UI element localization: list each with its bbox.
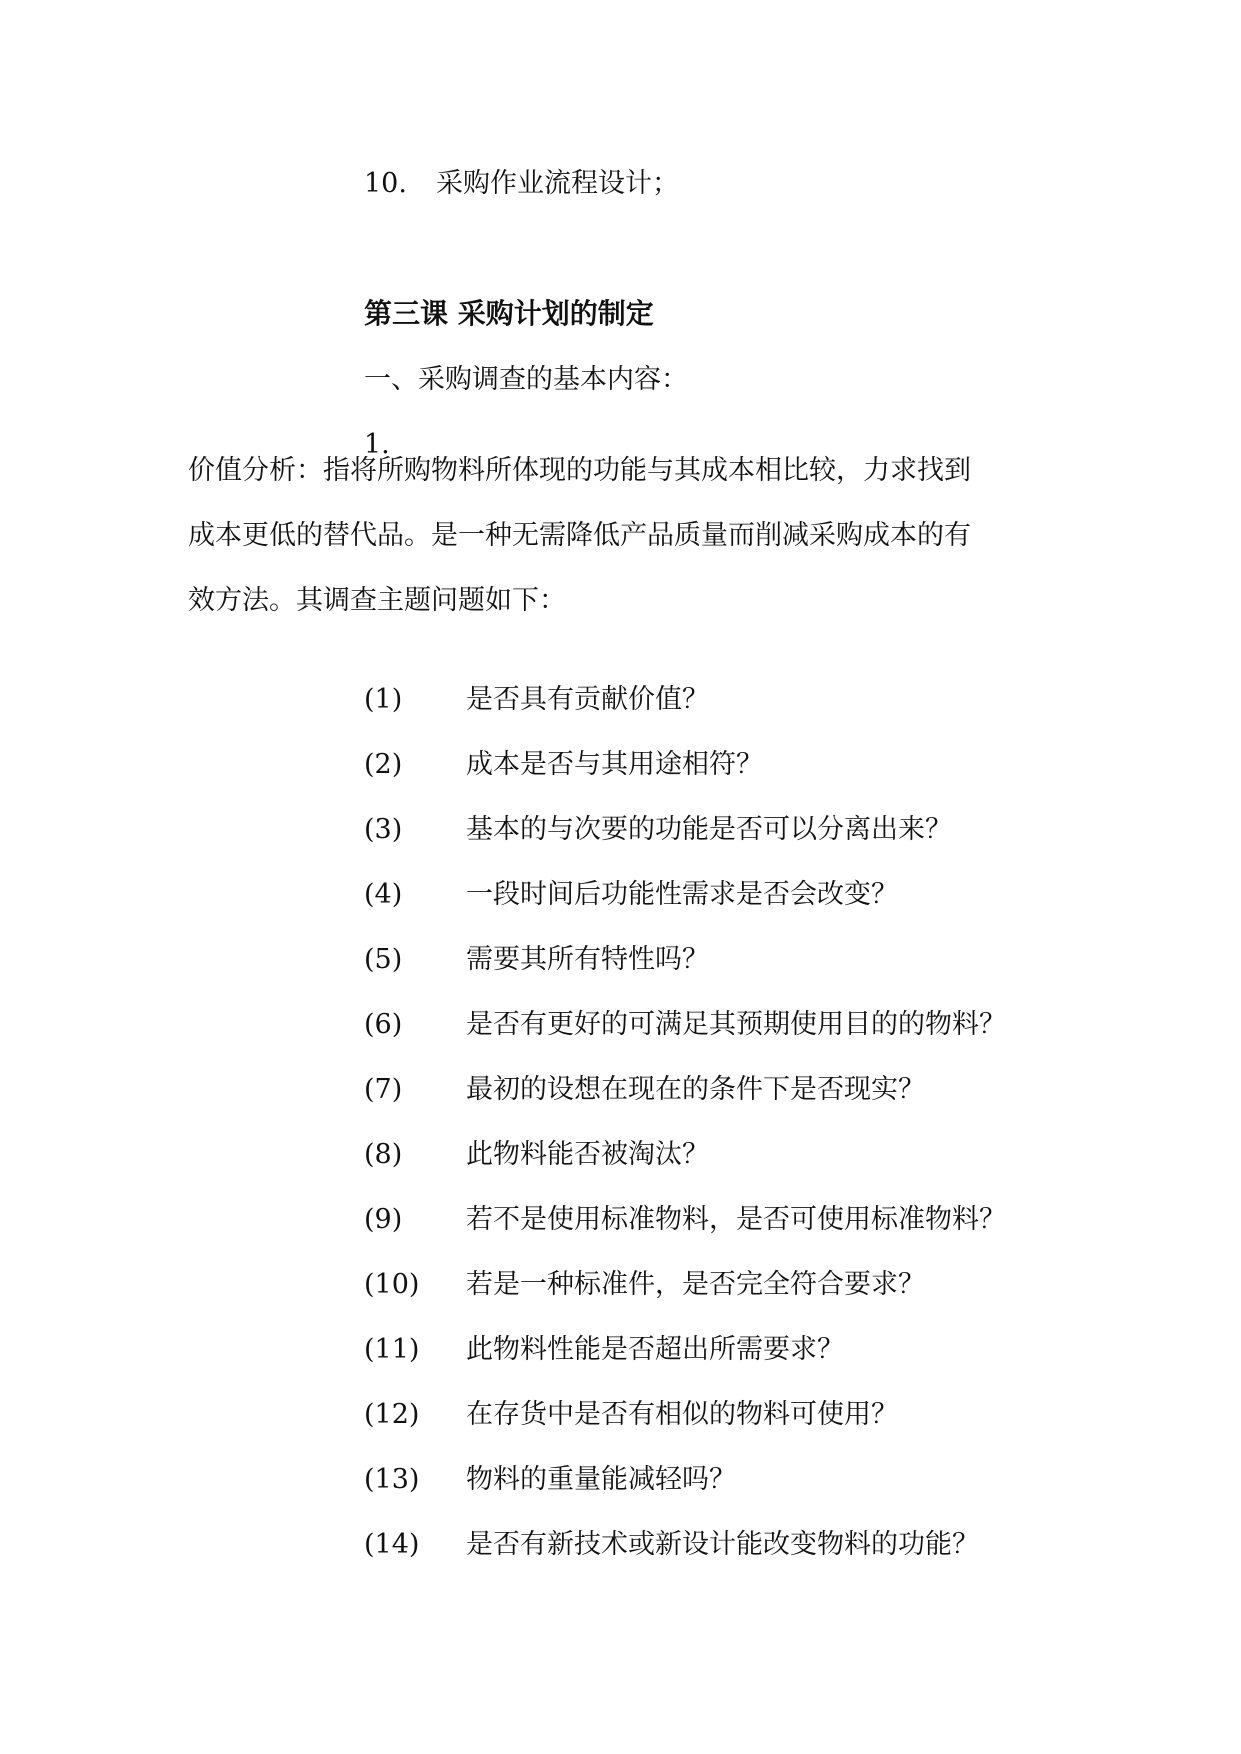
question-number: (2)	[364, 749, 403, 780]
question-text: 最初的设想在现在的条件下是否现实？	[466, 1074, 925, 1105]
question-text: 是否有新技术或新设计能改变物料的功能？	[466, 1529, 979, 1560]
question-number: (6)	[364, 1009, 403, 1040]
question-text: 需要其所有特性吗？	[466, 944, 709, 975]
question-text: 成本是否与其用途相符？	[466, 749, 763, 780]
question-number: (1)	[364, 684, 403, 715]
question-number: (8)	[364, 1139, 403, 1170]
question-text: 此物料能否被淘汰？	[466, 1139, 709, 1170]
list-item-text: 采购作业流程设计；	[436, 168, 679, 199]
paragraph-line-2: 成本更低的替代品。是一种无需降低产品质量而削减采购成本的有	[188, 520, 971, 551]
question-item	[364, 1267, 1006, 1332]
question-text: 是否有更好的可满足其预期使用目的的物料？	[466, 1009, 1006, 1040]
question-text: 物料的重量能减轻吗？	[466, 1464, 736, 1495]
paragraph-line-1: 价值分析：指将所购物料所体现的功能与其成本相比较，力求找到	[188, 455, 971, 486]
question-number: (9)	[364, 1204, 403, 1235]
question-number: (10)	[364, 1269, 420, 1300]
question-text: 基本的与次要的功能是否可以分离出来？	[466, 814, 952, 845]
section-title: 一、采购调查的基本内容：	[364, 364, 688, 395]
list-item-10	[364, 166, 679, 202]
question-text: 一段时间后功能性需求是否会改变？	[466, 879, 898, 910]
question-text: 此物料性能是否超出所需要求？	[466, 1334, 844, 1365]
sub-item-number: 1.	[364, 429, 390, 460]
question-text: 在存货中是否有相似的物料可使用？	[466, 1399, 898, 1430]
question-item	[364, 1202, 1006, 1267]
question-item	[364, 682, 1006, 747]
question-number: (12)	[364, 1399, 420, 1430]
question-text: 若不是使用标准物料，是否可使用标准物料？	[466, 1204, 1006, 1235]
question-number: (14)	[364, 1529, 420, 1560]
question-item	[364, 747, 1006, 812]
question-number: (7)	[364, 1074, 403, 1105]
question-number: (4)	[364, 879, 403, 910]
question-text: 若是一种标准件，是否完全符合要求？	[466, 1269, 925, 1300]
question-item	[364, 1137, 1006, 1202]
question-item	[364, 877, 1006, 942]
question-number: (11)	[364, 1334, 420, 1365]
question-text: 是否具有贡献价值？	[466, 684, 709, 715]
list-item-number: 10.	[364, 168, 407, 199]
question-item	[364, 1462, 1006, 1527]
question-number: (13)	[364, 1464, 420, 1495]
question-number: (5)	[364, 944, 403, 975]
question-number: (3)	[364, 814, 403, 845]
question-item	[364, 1527, 1006, 1592]
paragraph-line-3: 效方法。其调查主题问题如下：	[188, 585, 566, 616]
question-item	[364, 1397, 1006, 1462]
question-item	[364, 1007, 1006, 1072]
lesson-title: 第三课 采购计划的制定	[364, 297, 654, 330]
question-item	[364, 1072, 1006, 1137]
question-list	[364, 682, 1006, 1592]
question-item	[364, 812, 1006, 877]
question-item	[364, 1332, 1006, 1397]
question-item	[364, 942, 1006, 1007]
